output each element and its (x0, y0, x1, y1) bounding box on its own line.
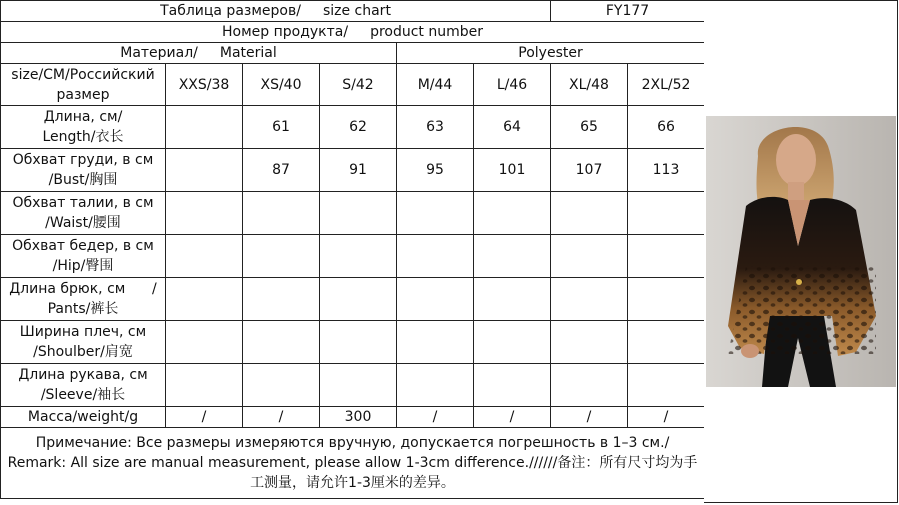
table-cell (243, 192, 320, 235)
row-label (1, 106, 166, 149)
pants-row (1, 278, 705, 321)
size-xxs: XXS/38 (166, 64, 243, 106)
row-label (1, 278, 166, 321)
table-cell (474, 235, 551, 278)
material-value: Polyester (397, 43, 705, 64)
table-cell: 87 (243, 149, 320, 192)
table-cell: 64 (474, 106, 551, 149)
table-cell: 113 (628, 149, 705, 192)
table-cell (474, 278, 551, 321)
hip-row (1, 235, 705, 278)
table-cell (474, 192, 551, 235)
table-cell (320, 278, 397, 321)
row-label (1, 149, 166, 192)
note-row (1, 428, 705, 499)
size-header-line1: size/CM/Российский (11, 66, 155, 83)
table-cell (628, 192, 705, 235)
table-cell: 63 (397, 106, 474, 149)
table-cell: 66 (628, 106, 705, 149)
row-label-line2: /Bust/胸围 (48, 172, 118, 188)
size-m: M/44 (397, 64, 474, 106)
table-cell (243, 278, 320, 321)
material-label-en: Material (219, 45, 277, 61)
table-cell: 101 (474, 149, 551, 192)
size-xs: XS/40 (243, 64, 320, 106)
table-cell: / (474, 407, 551, 428)
row-label-line1: Ширина плеч, см (19, 324, 147, 340)
table-cell: / (628, 407, 705, 428)
table-cell (243, 235, 320, 278)
table-cell (551, 235, 628, 278)
table-cell (320, 364, 397, 407)
table-cell (166, 321, 243, 364)
row-label-line1: Длина, см/ (43, 109, 123, 125)
row-label-line1: Обхват талии, в см (12, 195, 154, 211)
weight-label: Масса/weight/g (1, 407, 166, 428)
table-cell (628, 278, 705, 321)
row-label-line2: Length/衣长 (42, 129, 124, 145)
table-cell (474, 321, 551, 364)
title-row (1, 1, 705, 22)
table-cell (166, 149, 243, 192)
row-label-line2: /Sleeve/袖长 (40, 387, 126, 403)
table-cell: / (243, 407, 320, 428)
row-label-line2: /Shoulber/肩宽 (33, 344, 133, 360)
table-cell (166, 192, 243, 235)
row-label-line2: Pants/裤长 (47, 301, 119, 317)
table-cell: 61 (243, 106, 320, 149)
length-row (1, 106, 705, 149)
table-cell (166, 278, 243, 321)
size-l: L/46 (474, 64, 551, 106)
title-cell (1, 1, 551, 22)
table-cell (628, 321, 705, 364)
product-number-row (1, 22, 705, 43)
row-label-line1: Обхват груди, в см (12, 152, 154, 168)
table-cell (320, 235, 397, 278)
table-cell (628, 235, 705, 278)
table-cell: / (551, 407, 628, 428)
size-2xl: 2XL/52 (628, 64, 705, 106)
product-number-cell (1, 22, 705, 43)
product-photo (706, 116, 896, 387)
table-cell (397, 364, 474, 407)
row-label-line1: Длина рукава, см (18, 367, 148, 383)
note-line-en: Remark: All size are manual measurement, please allow 1-3cm difference.//////备注：所有尺寸均为手 (7, 455, 698, 471)
size-s: S/42 (320, 64, 397, 106)
table-cell (551, 192, 628, 235)
bust-row (1, 149, 705, 192)
row-label-line1: Обхват бедер, в см (12, 238, 154, 254)
note-line-ru: Примечание: Все размеры измеряются вручную, допускается погрешность в 1–3 см./ (35, 435, 670, 451)
table-cell: 62 (320, 106, 397, 149)
product-label-ru: Номер продукта/ (221, 24, 349, 40)
title-label-en: size chart (322, 3, 391, 19)
table-cell (243, 321, 320, 364)
table-cell (166, 235, 243, 278)
product-label-en: product number (370, 24, 484, 40)
waist-row (1, 192, 705, 235)
row-label (1, 192, 166, 235)
table-cell (551, 321, 628, 364)
shoulder-row (1, 321, 705, 364)
row-label (1, 364, 166, 407)
material-label-ru: Материал/ (120, 45, 198, 61)
sleeve-row (1, 364, 705, 407)
table-cell (628, 364, 705, 407)
table-cell: 65 (551, 106, 628, 149)
table-cell (551, 278, 628, 321)
material-row (1, 43, 705, 64)
table-cell: 91 (320, 149, 397, 192)
size-header-label (1, 64, 166, 106)
size-xl: XL/48 (551, 64, 628, 106)
table-cell: / (397, 407, 474, 428)
table-cell (474, 364, 551, 407)
table-cell: 107 (551, 149, 628, 192)
table-cell (397, 278, 474, 321)
table-cell (397, 321, 474, 364)
size-header-row (1, 64, 705, 106)
material-label-cell (1, 43, 397, 64)
table-cell (166, 106, 243, 149)
product-code: FY177 (551, 1, 705, 22)
row-label-line2: /Waist/腰围 (45, 215, 121, 231)
table-cell (166, 364, 243, 407)
table-cell (320, 192, 397, 235)
size-header-line2: размер (56, 86, 110, 103)
row-label (1, 235, 166, 278)
table-cell: 95 (397, 149, 474, 192)
table-cell (551, 364, 628, 407)
title-label-ru: Таблица размеров/ (160, 3, 301, 19)
row-label-line2: /Hip/臀围 (52, 258, 114, 274)
table-cell: / (166, 407, 243, 428)
table-cell (243, 364, 320, 407)
table-cell (397, 235, 474, 278)
note-line-cn: 工测量，请允许1-3厘米的差异。 (250, 475, 455, 491)
table-cell (397, 192, 474, 235)
note-cell (1, 428, 705, 499)
weight-row (1, 407, 705, 428)
row-label-line1: Длина брюк, см / (9, 281, 157, 297)
row-label (1, 321, 166, 364)
table-cell: 300 (320, 407, 397, 428)
table-cell (320, 321, 397, 364)
